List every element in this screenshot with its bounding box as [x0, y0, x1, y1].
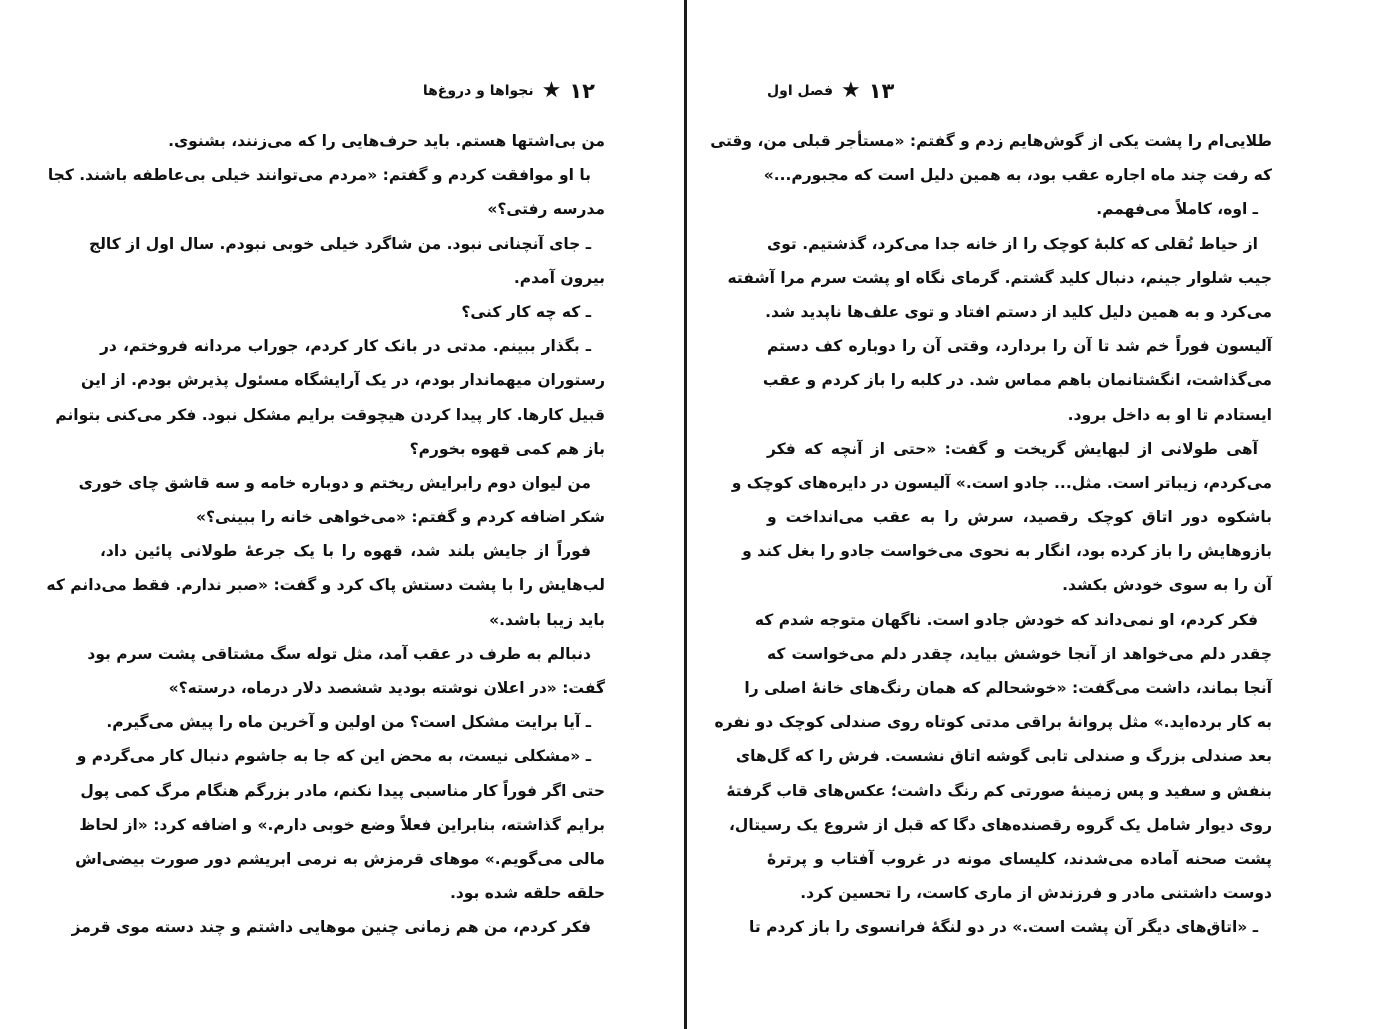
text-line: می‌کردم، زیباتر است. مثل... جادو است.» آلیسون در دایره‌های کوچک و: [731, 473, 1272, 492]
text-line: ـ آیا برایت مشکل است؟ من اولین و آخرین ماه را پیش می‌گیرم.: [106, 713, 591, 732]
text-line: آهی طولانی از لبهایش گریخت و گفت: «حتی از آنچه که فکر: [767, 439, 1258, 458]
text-line: باید زیبا باشد.»: [489, 610, 605, 629]
text-line: رستوران میهماندار بودم، در یک آرایشگاه مسئول پذیرش بودم. از این: [81, 371, 605, 390]
text-line: بیرون آمدم.: [513, 268, 605, 287]
text-line: پشت صحنه آماده می‌شدند، کلیسای مونه در غروب آفتاب و پرترهٔ: [767, 849, 1272, 868]
right-page: [710, 0, 1272, 1029]
text-line: بنفش و سفید و پس زمینهٔ صورتی کم رنگ داشت؛ عکس‌های قاب گرفتهٔ: [726, 781, 1272, 800]
left-body-text: [46, 124, 605, 945]
text-line: قبیل کارها. کار پیدا کردن هیچوقت برایم مشکل نبود. فکر می‌کنی بتوانم: [55, 405, 605, 424]
gutter-divider: [684, 0, 687, 1029]
text-line: شکر اضافه کردم و گفتم: «می‌خواهی خانه را ببینی؟»: [195, 508, 605, 527]
text-line: به کار برده‌اید.» مثل پروانهٔ براقی مدتی کوتاه روی صندلی کوچک دو نفره: [714, 713, 1272, 732]
text-line: حتی اگر فوراً کار مناسبی پیدا نکنم، مادر بزرگم هنگام مرگ کمی پول: [80, 781, 605, 800]
left-running-head: [100, 78, 595, 104]
text-line: حلقه حلقه شده بود.: [449, 884, 605, 903]
text-line: طلایی‌ام را پشت یکی از گوش‌هایم زدم و گفتم: «مستأجر قبلی من، وقتی: [710, 132, 1272, 150]
text-line: مالی می‌گویم.» موهای قرمزش به نرمی ابریشم دور صورت بیضی‌اش: [75, 849, 605, 868]
text-line: آنجا بماند، داشت می‌گفت: «خوشحالم که همان رنگ‌های خانهٔ اصلی را: [744, 679, 1272, 697]
text-line: دنبالم به طرف در عقب آمد، مثل توله سگ مشتاقی پشت سرم بود: [87, 644, 591, 663]
text-line: روی دیوار شامل یک گروه رقصنده‌های دگا که قبل از شروع یک رسیتال،: [729, 815, 1272, 834]
text-line: می‌کرد و به همین دلیل کلید از دستم افتاد و توی علف‌ها ناپدید شد.: [765, 302, 1272, 321]
text-line: من بی‌اشتها هستم. باید حرف‌هایی را که می‌زنند، بشنوی.: [168, 132, 605, 150]
text-line: از حیاط نُقلی که کلبهٔ کوچک را از خانه جدا می‌کرد، گذشتیم. توی: [767, 234, 1258, 253]
text-line: ـ «مشکلی نیست، به محض این که جا به جاشوم دنبال کار می‌گردم و: [76, 747, 591, 766]
text-line: مدرسه رفتی؟»: [487, 200, 605, 219]
text-line: باز هم کمی قهوه بخورم؟: [409, 439, 605, 458]
text-line: من لیوان دوم رابرایش ریختم و دوباره خامه و سه قاشق چای خوری: [78, 473, 591, 492]
text-line: آلیسون فوراً خم شد تا آن را بردارد، وقتی آن را دوباره کف دستم: [767, 337, 1272, 356]
text-line: فکر کردم، من هم زمانی چنین موهایی داشتم و چند دسته موی قرمز: [71, 918, 591, 937]
text-line: ـ «اتاق‌های دیگر آن پشت است.» در دو لنگهٔ فرانسوی را باز کردم تا: [749, 918, 1258, 937]
text-line: فکر کردم، او نمی‌داند که خودش جادو است. ناگهان متوجه شدم که: [754, 610, 1258, 629]
text-line: بازوهایش را باز کرده بود، انگار به نحوی می‌خواست جادو را بغل کند و: [742, 542, 1272, 561]
text-line: ـ جای آنچنانی نبود. من شاگرد خیلی خوبی نبودم. سال اول از کالج: [88, 234, 591, 253]
text-line: با او موافقت کردم و گفتم: «مردم می‌توانند خیلی بی‌عاطفه باشند. کجا: [47, 166, 591, 185]
text-line: گفت: «در اعلان نوشته بودید ششصد دلار درماه، درسته؟»: [168, 679, 605, 697]
right-running-title: فصل اول: [767, 83, 833, 99]
star-icon: ★: [541, 78, 562, 103]
left-running-title: نجواها و دروغ‌ها: [422, 83, 534, 99]
text-line: آن را به سوی خودش بکشد.: [1062, 576, 1272, 595]
text-line: چقدر دلم می‌خواهد از آنجا خوشش بیاید، چقدر دلم می‌خواست که: [767, 644, 1272, 663]
right-running-head: [767, 78, 1097, 104]
text-line: بعد صندلی بزرگ و صندلی تابی گوشه اتاق نشست. فرش را که گل‌های: [735, 747, 1272, 766]
right-page-number: ۱۳: [868, 78, 895, 103]
text-line: که رفت چند ماه اجاره عقب بود، به همین دلیل است که مجبورم...»: [763, 166, 1272, 185]
text-line: می‌گذاشت، انگشتانمان باهم مماس شد. در کلبه را باز کردم و عقب: [762, 371, 1272, 390]
left-page-number: ۱۲: [569, 78, 595, 103]
text-line: دوست داشتنی مادر و فرزندش از ماری کاست، را تحسین کرد.: [800, 884, 1272, 903]
text-line: لب‌هایش را با پشت دستش پاک کرد و گفت: «صبر ندارم. فقط می‌دانم که: [46, 576, 605, 595]
text-line: ـ اوه، کاملاً می‌فهمم.: [1096, 200, 1258, 219]
text-line: ـ بگذار ببینم. مدتی در بانک کار کردم، جوراب مردانه فروختم، در: [100, 337, 591, 356]
star-icon: ★: [840, 78, 861, 103]
text-line: فوراً از جایش بلند شد، قهوه را با یک جرعهٔ طولانی پائین داد،: [100, 542, 591, 561]
text-line: جیب شلوار جینم، دنبال کلید گشتم. گرمای نگاه او پشت سرم مرا آشفته: [727, 268, 1272, 287]
right-body-text: [710, 124, 1272, 945]
text-line: ایستادم تا او به داخل برود.: [1067, 405, 1272, 424]
text-line: ـ که چه کار کنی؟: [461, 302, 591, 321]
left-page: [46, 0, 605, 1029]
text-line: برایم گذاشته، بنابراین فعلاً وضع خوبی دارم.» و اضافه کرد: «از لحاظ: [79, 815, 605, 834]
text-line: باشکوه دور اتاق کوچک رقصید، سرش را به عقب می‌انداخت و: [767, 508, 1272, 527]
